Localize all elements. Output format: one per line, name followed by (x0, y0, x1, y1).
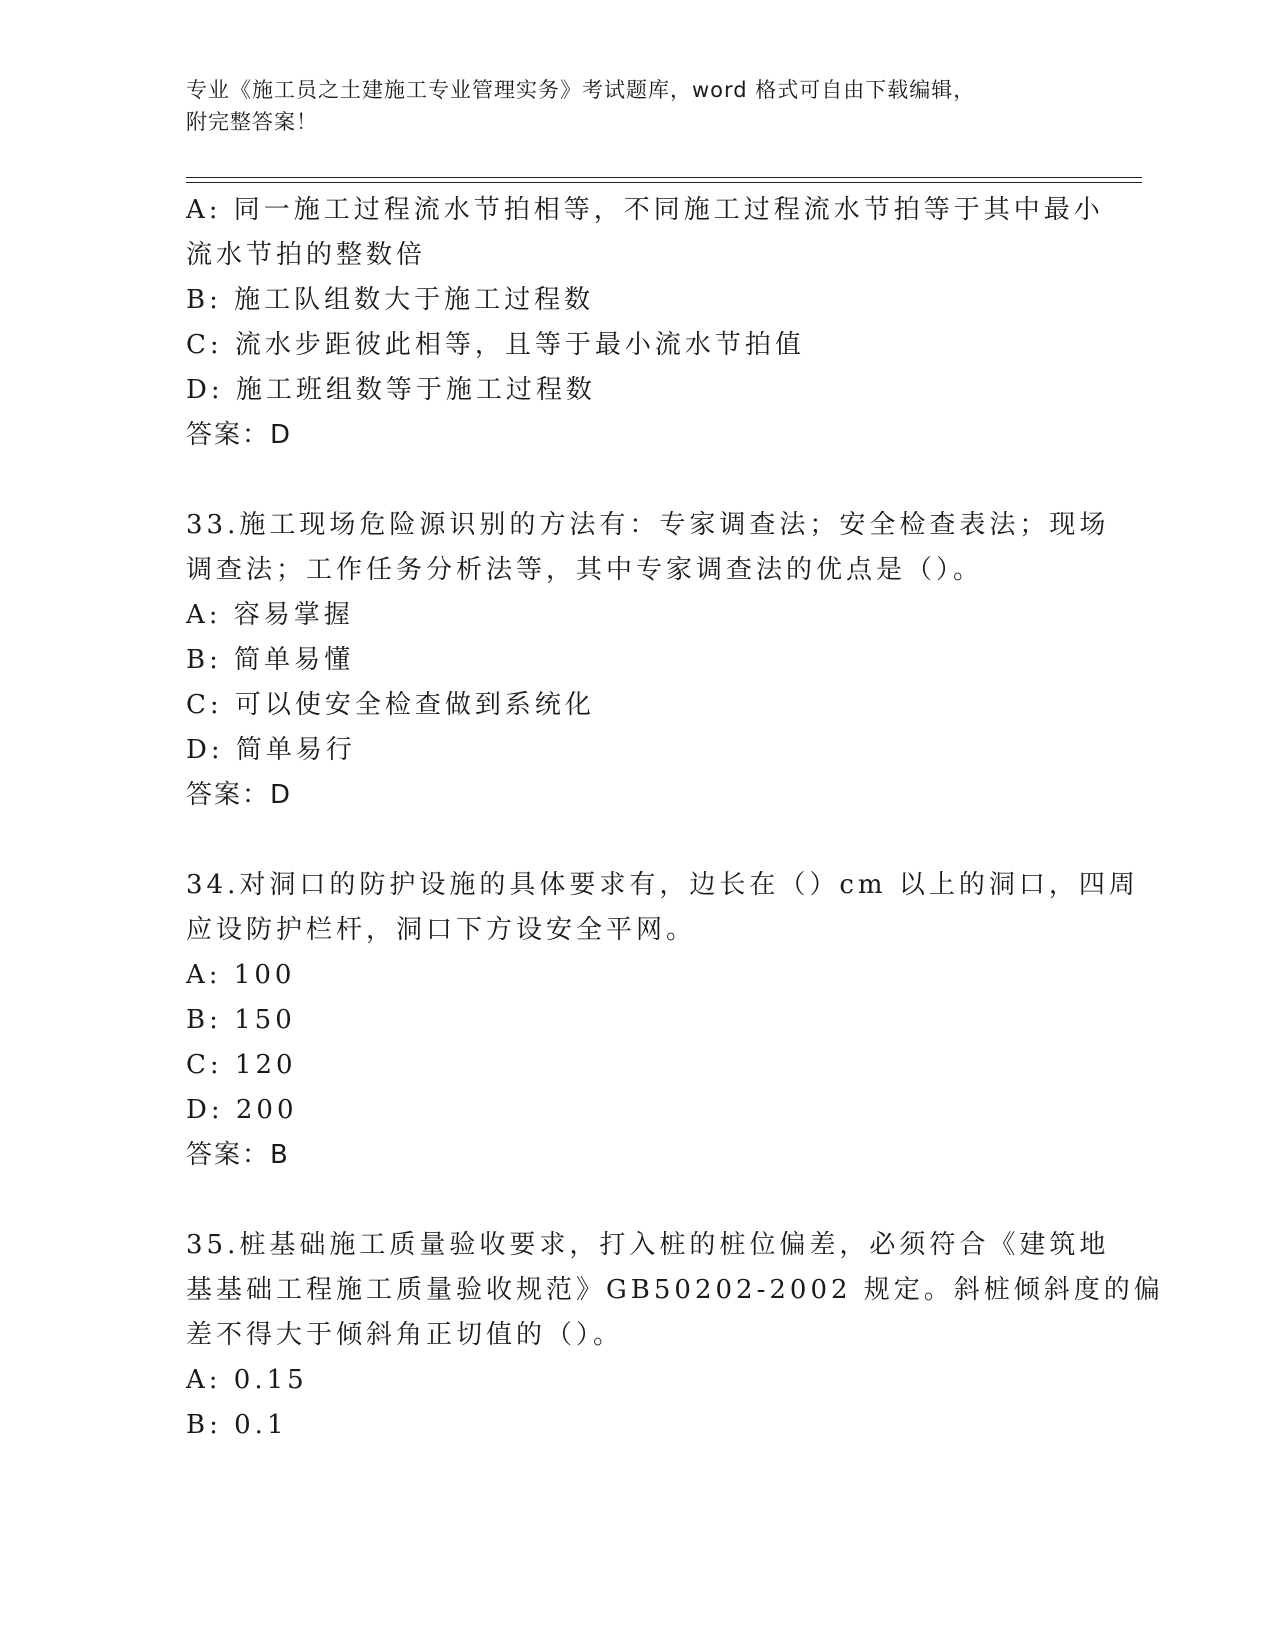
question-32 (186, 188, 1104, 458)
option-b: B: 0.1 (186, 1410, 288, 1440)
question-stem-continued: 调查法；工作任务分析法等，其中专家调查法的优点是（）。 (186, 555, 984, 585)
question-stem-continued: 差不得大于倾斜角正切值的（）。 (186, 1320, 624, 1350)
question-stem: 35.桩基础施工质量验收要求，打入桩的桩位偏差，必须符合《建筑地 (186, 1230, 1110, 1260)
answer-label: 答案：B (186, 1140, 290, 1170)
option-a: A: 0.15 (186, 1365, 308, 1395)
spacer (186, 818, 1086, 863)
option-c: C: 可以使安全检查做到系统化 (186, 690, 595, 720)
question-stem-continued: 应设防护栏杆，洞口下方设安全平网。 (186, 915, 697, 945)
question-stem: 34.对洞口的防护设施的具体要求有，边长在（）cm 以上的洞口，四周 (186, 870, 1139, 900)
question-list (186, 188, 1164, 1448)
option-b: B: 简单易懂 (186, 645, 355, 675)
header-line-1: 专业《施工员之土建施工专业管理实务》考试题库，word 格式可自由下载编辑， (186, 78, 976, 102)
spacer (186, 1178, 1086, 1223)
question-stem: 33.施工现场危险源识别的方法有：专家调查法；安全检查表法；现场 (186, 510, 1110, 540)
question-33 (186, 503, 1110, 818)
question-34 (186, 863, 1139, 1178)
option-a-continued: 流水节拍的整数倍 (186, 240, 427, 270)
question-35 (186, 1223, 1164, 1448)
option-a: A: 容易掌握 (186, 600, 354, 630)
option-b: B: 施工队组数大于施工过程数 (186, 285, 595, 315)
page-header (186, 74, 1066, 138)
option-d: D: 简单易行 (186, 735, 356, 765)
option-d: D: 200 (186, 1095, 298, 1125)
option-a: A: 同一施工过程流水节拍相等，不同施工过程流水节拍等于其中最小 (186, 195, 1104, 225)
option-d: D: 施工班组数等于施工过程数 (186, 375, 596, 405)
header-divider-top (186, 177, 1142, 178)
header-line-2: 附完整答案！ (186, 110, 318, 134)
option-a: A: 100 (186, 960, 296, 990)
spacer (186, 458, 1086, 503)
option-c: C: 120 (186, 1050, 297, 1080)
option-b: B: 150 (186, 1005, 296, 1035)
answer-label: 答案：D (186, 420, 293, 450)
answer-label: 答案：D (186, 780, 293, 810)
question-stem-continued: 基基础工程施工质量验收规范》GB50202-2002 规定。斜桩倾斜度的偏 (186, 1275, 1164, 1305)
option-c: C: 流水步距彼此相等，且等于最小流水节拍值 (186, 330, 805, 360)
header-divider-bottom (186, 182, 1142, 183)
